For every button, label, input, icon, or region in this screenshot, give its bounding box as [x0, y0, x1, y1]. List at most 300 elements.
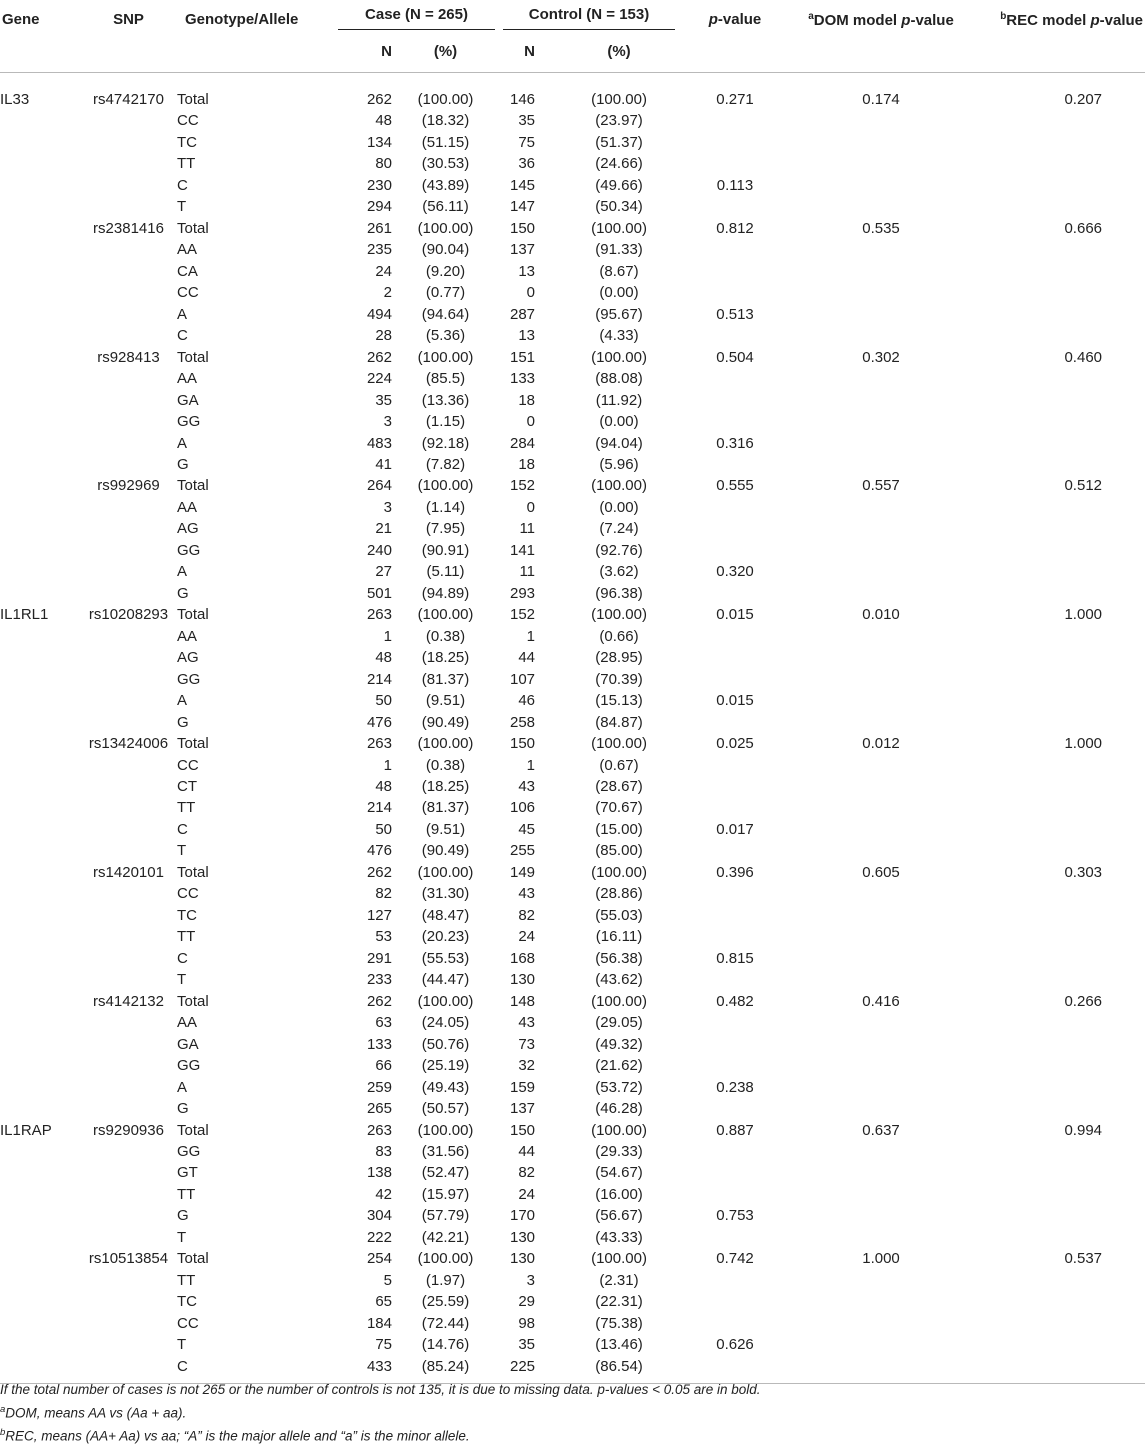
cell-control-n: 168 — [509, 949, 536, 967]
cell-snp: rs4742170 — [93, 91, 164, 108]
cell-snp — [80, 712, 177, 733]
cell-control-n: 159 — [509, 1078, 536, 1096]
cell-gene — [0, 1334, 80, 1355]
cell-case-pct: (72.44) — [421, 1314, 470, 1332]
cell-dom-pvalue — [791, 153, 971, 174]
cell-case-pct: (85.5) — [425, 370, 466, 388]
cell-pvalue — [679, 1034, 791, 1055]
cell-snp — [80, 454, 177, 475]
cell-control-n: 255 — [509, 842, 536, 860]
cell-control-n: 82 — [518, 906, 536, 924]
cell-pvalue: 0.513 — [716, 305, 754, 323]
cell-snp — [80, 239, 177, 260]
cell-rec-pvalue — [971, 304, 1145, 325]
cell-control-n: 98 — [518, 1314, 536, 1332]
cell-case-pct: (13.36) — [421, 391, 470, 409]
cell-case-n: 5 — [383, 1271, 392, 1289]
cell-case-pct: (100.00) — [417, 91, 474, 108]
cell-case-n: 133 — [366, 1035, 392, 1053]
table-row — [0, 1270, 1145, 1291]
cell-case-pct: (56.11) — [422, 198, 469, 216]
cell-case-pct: (24.05) — [421, 1014, 470, 1032]
cell-genotype: Total — [177, 348, 209, 366]
cell-case-pct: (0.77) — [425, 284, 466, 302]
cell-case-pct: (5.36) — [425, 327, 466, 345]
cell-dom-pvalue — [791, 969, 971, 990]
cell-snp — [80, 132, 177, 153]
cell-control-n: 130 — [509, 971, 536, 989]
cell-control-pct: (96.38) — [595, 584, 643, 602]
table-row — [0, 433, 1145, 454]
table-row — [0, 733, 1145, 754]
cell-gene — [0, 776, 80, 797]
cell-pvalue: 0.815 — [716, 949, 754, 967]
cell-control-n: 29 — [518, 1293, 536, 1311]
cell-case-pct: (85.24) — [421, 1357, 470, 1375]
cell-snp — [80, 325, 177, 346]
cell-snp — [80, 776, 177, 797]
cell-gene — [0, 1270, 80, 1291]
cell-rec-pvalue — [971, 1184, 1145, 1205]
cell-dom-pvalue: 0.416 — [862, 992, 900, 1010]
cell-case-pct: (1.15) — [425, 413, 466, 431]
cell-rec-pvalue — [971, 1034, 1145, 1055]
cell-dom-pvalue — [791, 776, 971, 797]
cell-gene — [0, 1141, 80, 1162]
cell-rec-pvalue — [971, 282, 1145, 303]
cell-genotype: TC — [177, 906, 197, 924]
cell-control-n: 0 — [526, 284, 536, 302]
cell-gene — [0, 411, 80, 432]
table-row — [0, 991, 1145, 1012]
cell-snp — [80, 1141, 177, 1162]
cell-case-n: 35 — [375, 391, 392, 409]
cell-control-n: 35 — [518, 112, 536, 130]
cell-genotype: TT — [177, 1185, 196, 1203]
cell-pvalue — [679, 1227, 791, 1248]
cell-gene — [0, 153, 80, 174]
cell-case-n: 75 — [375, 1336, 392, 1354]
cell-rec-pvalue — [971, 325, 1145, 346]
cell-case-n: 262 — [366, 863, 392, 881]
header-control-n: N — [499, 40, 559, 73]
cell-rec-pvalue: 1.000 — [1064, 606, 1103, 624]
cell-snp — [80, 1227, 177, 1248]
cell-snp: rs1420101 — [93, 863, 164, 881]
cell-control-pct: (55.03) — [595, 906, 643, 924]
footnote-dom-sup: a — [0, 1403, 6, 1415]
cell-case-n: 254 — [366, 1250, 392, 1268]
cell-snp: rs13424006 — [88, 735, 169, 753]
cell-case-pct: (18.25) — [421, 649, 470, 667]
cell-case-pct: (31.30) — [421, 885, 470, 903]
cell-genotype: Total — [177, 863, 209, 881]
cell-case-pct: (94.64) — [421, 305, 470, 323]
cell-case-n: 66 — [375, 1057, 392, 1075]
header-rec-rest: -value — [1099, 12, 1144, 29]
header-control-label: Control (N = 153) — [503, 0, 675, 30]
table-row — [0, 132, 1145, 153]
cell-genotype: TC — [177, 133, 197, 151]
cell-dom-pvalue: 0.174 — [862, 91, 900, 108]
cell-case-n: 48 — [375, 112, 392, 130]
cell-case-pct: (43.89) — [421, 176, 470, 194]
cell-pvalue: 0.812 — [716, 219, 754, 237]
cell-dom-pvalue — [791, 690, 971, 711]
cell-pvalue — [679, 905, 791, 926]
cell-dom-pvalue — [791, 1270, 971, 1291]
cell-case-pct: (90.91) — [421, 541, 470, 559]
cell-genotype: AA — [177, 241, 198, 259]
cell-case-pct: (81.37) — [421, 670, 470, 688]
cell-control-pct: (28.67) — [595, 778, 643, 795]
cell-snp — [80, 905, 177, 926]
cell-gene — [0, 1356, 80, 1377]
cell-genotype: GG — [177, 1142, 201, 1160]
cell-genotype: C — [177, 820, 188, 838]
cell-gene: IL1RAP — [0, 1121, 52, 1139]
cell-genotype: T — [177, 1336, 187, 1354]
cell-control-n: 1 — [526, 627, 536, 645]
table-row — [0, 304, 1145, 325]
table-row — [0, 1141, 1145, 1162]
cell-rec-pvalue — [971, 669, 1145, 690]
cell-case-pct: (57.79) — [421, 1207, 470, 1225]
cell-control-n: 11 — [519, 563, 536, 581]
cell-rec-pvalue — [971, 690, 1145, 711]
cell-control-n: 148 — [509, 992, 536, 1010]
cell-snp — [80, 797, 177, 818]
cell-snp — [80, 110, 177, 131]
cell-pvalue: 0.396 — [716, 863, 754, 881]
cell-snp — [80, 433, 177, 454]
cell-control-pct: (51.37) — [595, 133, 643, 151]
cell-control-pct: (46.28) — [595, 1100, 643, 1118]
cell-dom-pvalue — [791, 196, 971, 217]
cell-snp — [80, 1034, 177, 1055]
cell-gene — [0, 1012, 80, 1033]
cell-genotype: CC — [177, 284, 199, 302]
cell-rec-pvalue — [971, 905, 1145, 926]
header-snp: SNP — [80, 0, 177, 73]
cell-control-pct: (0.00) — [599, 413, 639, 431]
cell-genotype: Total — [177, 477, 209, 495]
header-dom-text: DOM model — [813, 12, 902, 29]
cell-pvalue — [679, 1162, 791, 1183]
cell-case-n: 262 — [366, 348, 392, 366]
cell-genotype: C — [177, 327, 188, 345]
cell-case-pct: (100.00) — [417, 219, 474, 237]
cell-snp — [80, 690, 177, 711]
cell-case-n: 50 — [375, 692, 392, 710]
table-row — [0, 905, 1145, 926]
cell-control-pct: (75.38) — [595, 1314, 643, 1332]
cell-case-n: 483 — [366, 434, 392, 452]
cell-rec-pvalue — [971, 1270, 1145, 1291]
cell-case-pct: (44.47) — [421, 971, 470, 989]
cell-gene — [0, 325, 80, 346]
cell-case-n: 294 — [366, 198, 392, 216]
cell-case-pct: (100.00) — [417, 348, 474, 366]
table-row — [0, 604, 1145, 625]
cell-pvalue — [679, 518, 791, 539]
cell-pvalue: 0.238 — [716, 1078, 754, 1096]
cell-control-n: 150 — [509, 1121, 536, 1139]
cell-control-n: 170 — [509, 1207, 536, 1225]
cell-rec-pvalue — [971, 1291, 1145, 1312]
cell-dom-pvalue — [791, 1334, 971, 1355]
cell-pvalue: 0.320 — [716, 563, 754, 581]
cell-pvalue: 0.015 — [716, 606, 754, 624]
cell-pvalue: 0.316 — [716, 434, 754, 452]
cell-control-n: 145 — [509, 176, 536, 194]
cell-gene — [0, 948, 80, 969]
cell-dom-pvalue — [791, 1205, 971, 1226]
cell-dom-pvalue — [791, 905, 971, 926]
cell-control-n: 137 — [509, 241, 536, 259]
cell-gene — [0, 583, 80, 604]
header-dom-p: p — [901, 12, 911, 29]
cell-genotype: G — [177, 584, 189, 602]
cell-pvalue — [679, 153, 791, 174]
table-row — [0, 325, 1145, 346]
cell-pvalue — [679, 669, 791, 690]
table-row — [0, 583, 1145, 604]
cell-pvalue — [679, 1184, 791, 1205]
cell-gene — [0, 862, 80, 883]
cell-control-n: 293 — [509, 584, 536, 602]
cell-genotype: Total — [177, 1121, 209, 1139]
cell-control-pct: (85.00) — [595, 842, 643, 860]
cell-dom-pvalue — [791, 1227, 971, 1248]
cell-case-pct: (92.18) — [421, 434, 470, 452]
cell-gene — [0, 390, 80, 411]
cell-rec-pvalue — [971, 1077, 1145, 1098]
cell-rec-pvalue: 0.512 — [1064, 477, 1103, 495]
cell-rec-pvalue — [971, 1334, 1145, 1355]
cell-case-n: 28 — [375, 327, 392, 345]
cell-rec-pvalue — [971, 1227, 1145, 1248]
cell-rec-pvalue: 0.460 — [1064, 348, 1103, 366]
cell-pvalue: 0.025 — [716, 735, 754, 753]
cell-pvalue — [679, 797, 791, 818]
cell-case-pct: (81.37) — [421, 799, 470, 817]
cell-dom-pvalue — [791, 755, 971, 776]
cell-pvalue — [679, 497, 791, 518]
cell-case-pct: (20.23) — [421, 928, 470, 946]
cell-rec-pvalue — [971, 583, 1145, 604]
cell-snp — [80, 1162, 177, 1183]
cell-snp — [80, 1098, 177, 1119]
cell-control-n: 43 — [518, 1014, 536, 1032]
cell-rec-pvalue — [971, 883, 1145, 904]
cell-gene — [0, 304, 80, 325]
cell-genotype: G — [177, 1207, 189, 1225]
cell-control-n: 44 — [518, 1142, 536, 1160]
cell-control-pct: (100.00) — [591, 477, 647, 495]
cell-dom-pvalue — [791, 433, 971, 454]
cell-case-n: 230 — [366, 176, 392, 194]
table-row — [0, 454, 1145, 475]
cell-control-pct: (49.66) — [595, 176, 643, 194]
footnote-rec-text: REC, means (AA+ Aa) vs aa; “A” is the major allele and “a” is the minor allele. — [5, 1428, 470, 1443]
cell-case-pct: (15.97) — [421, 1185, 470, 1203]
cell-case-pct: (1.14) — [425, 498, 466, 516]
cell-rec-pvalue — [971, 196, 1145, 217]
cell-control-n: 130 — [509, 1228, 536, 1246]
cell-genotype: CC — [177, 112, 199, 130]
cell-gene — [0, 475, 80, 496]
header-rec-sup: b — [1000, 11, 1007, 22]
cell-control-pct: (16.11) — [595, 928, 643, 946]
cell-snp — [80, 497, 177, 518]
cell-dom-pvalue: 0.012 — [862, 735, 900, 753]
table-row — [0, 175, 1145, 196]
cell-dom-pvalue: 0.637 — [862, 1121, 900, 1139]
cell-gene — [0, 840, 80, 861]
cell-dom-pvalue — [791, 110, 971, 131]
cell-dom-pvalue — [791, 819, 971, 840]
table-row — [0, 1077, 1145, 1098]
cell-control-pct: (24.66) — [595, 155, 643, 173]
cell-gene — [0, 196, 80, 217]
cell-control-pct: (4.33) — [599, 327, 639, 345]
cell-pvalue — [679, 776, 791, 797]
cell-pvalue: 0.626 — [716, 1336, 754, 1354]
cell-gene — [0, 647, 80, 668]
table-row — [0, 282, 1145, 303]
table-row — [0, 1227, 1145, 1248]
cell-control-pct: (11.92) — [595, 391, 643, 409]
cell-dom-pvalue — [791, 840, 971, 861]
header-rec-p: p — [1090, 12, 1100, 29]
cell-rec-pvalue: 0.207 — [1064, 91, 1103, 108]
table-row — [0, 411, 1145, 432]
cell-rec-pvalue — [971, 132, 1145, 153]
cell-control-pct: (0.00) — [599, 498, 639, 516]
table-row — [0, 948, 1145, 969]
cell-gene — [0, 926, 80, 947]
cell-case-n: 2 — [383, 284, 392, 302]
cell-case-n: 235 — [366, 241, 392, 259]
cell-rec-pvalue — [971, 1141, 1145, 1162]
cell-dom-pvalue — [791, 712, 971, 733]
table-row — [0, 347, 1145, 368]
cell-case-pct: (1.97) — [425, 1271, 466, 1289]
cell-control-pct: (28.86) — [595, 885, 643, 903]
cell-case-pct: (0.38) — [425, 627, 466, 645]
cell-gene — [0, 733, 80, 754]
header-genotype: Genotype/Allele — [177, 0, 334, 73]
table-row — [0, 1205, 1145, 1226]
cell-control-n: 287 — [509, 305, 536, 323]
table-row — [0, 797, 1145, 818]
cell-control-n: 24 — [518, 1185, 536, 1203]
cell-snp — [80, 304, 177, 325]
cell-genotype: CC — [177, 885, 199, 903]
cell-genotype: G — [177, 713, 189, 731]
table-row — [0, 153, 1145, 174]
cell-dom-pvalue — [791, 282, 971, 303]
cell-pvalue: 0.482 — [716, 992, 754, 1010]
cell-snp — [80, 969, 177, 990]
cell-dom-pvalue — [791, 1055, 971, 1076]
cell-case-n: 83 — [375, 1142, 392, 1160]
table-row — [0, 840, 1145, 861]
table-row — [0, 1120, 1145, 1141]
cell-snp — [80, 669, 177, 690]
cell-control-n: 133 — [509, 370, 536, 388]
cell-control-n: 36 — [518, 155, 536, 173]
cell-genotype: TT — [177, 1271, 196, 1289]
cell-genotype: Total — [177, 1250, 209, 1268]
cell-case-pct: (90.04) — [421, 241, 470, 259]
cell-dom-pvalue — [791, 1184, 971, 1205]
cell-gene: IL33 — [0, 91, 30, 108]
cell-control-n: 13 — [518, 327, 536, 345]
cell-rec-pvalue — [971, 454, 1145, 475]
cell-pvalue — [679, 261, 791, 282]
cell-case-n: 214 — [366, 799, 392, 817]
table-row — [0, 518, 1145, 539]
cell-rec-pvalue — [971, 819, 1145, 840]
cell-pvalue — [679, 454, 791, 475]
cell-snp — [80, 819, 177, 840]
cell-case-n: 53 — [375, 928, 392, 946]
cell-control-n: 43 — [518, 778, 536, 795]
table-row — [0, 218, 1145, 239]
cell-rec-pvalue — [971, 969, 1145, 990]
cell-genotype: GA — [177, 1035, 199, 1053]
cell-control-n: 150 — [509, 219, 536, 237]
cell-case-n: 21 — [375, 520, 392, 538]
cell-case-pct: (50.76) — [421, 1035, 470, 1053]
table-row — [0, 261, 1145, 282]
header-rec-pvalue — [971, 0, 1145, 73]
cell-case-n: 1 — [383, 627, 392, 645]
cell-case-pct: (100.00) — [417, 863, 474, 881]
cell-genotype: G — [177, 1100, 189, 1118]
cell-case-n: 50 — [375, 820, 392, 838]
cell-case-pct: (51.15) — [421, 133, 470, 151]
cell-dom-pvalue — [791, 883, 971, 904]
cell-control-n: 130 — [509, 1250, 536, 1268]
cell-control-n: 146 — [509, 91, 536, 108]
cell-genotype: T — [177, 971, 187, 989]
cell-pvalue — [679, 325, 791, 346]
cell-control-pct: (88.08) — [595, 370, 643, 388]
cell-dom-pvalue — [791, 669, 971, 690]
cell-control-pct: (100.00) — [591, 1121, 647, 1139]
cell-snp: rs992969 — [97, 477, 160, 495]
cell-case-pct: (18.32) — [421, 112, 470, 130]
cell-control-pct: (100.00) — [591, 348, 647, 366]
cell-control-n: 75 — [518, 133, 536, 151]
cell-pvalue — [679, 1356, 791, 1377]
cell-control-pct: (21.62) — [595, 1057, 643, 1075]
table-row — [0, 819, 1145, 840]
cell-snp — [80, 540, 177, 561]
cell-pvalue — [679, 390, 791, 411]
cell-case-n: 184 — [366, 1314, 392, 1332]
cell-genotype: GT — [177, 1164, 198, 1182]
cell-snp — [80, 518, 177, 539]
cell-pvalue: 0.555 — [716, 477, 754, 495]
cell-genotype: A — [177, 563, 188, 581]
header-case-n: N — [334, 40, 392, 73]
cell-snp — [80, 282, 177, 303]
cell-pvalue — [679, 840, 791, 861]
